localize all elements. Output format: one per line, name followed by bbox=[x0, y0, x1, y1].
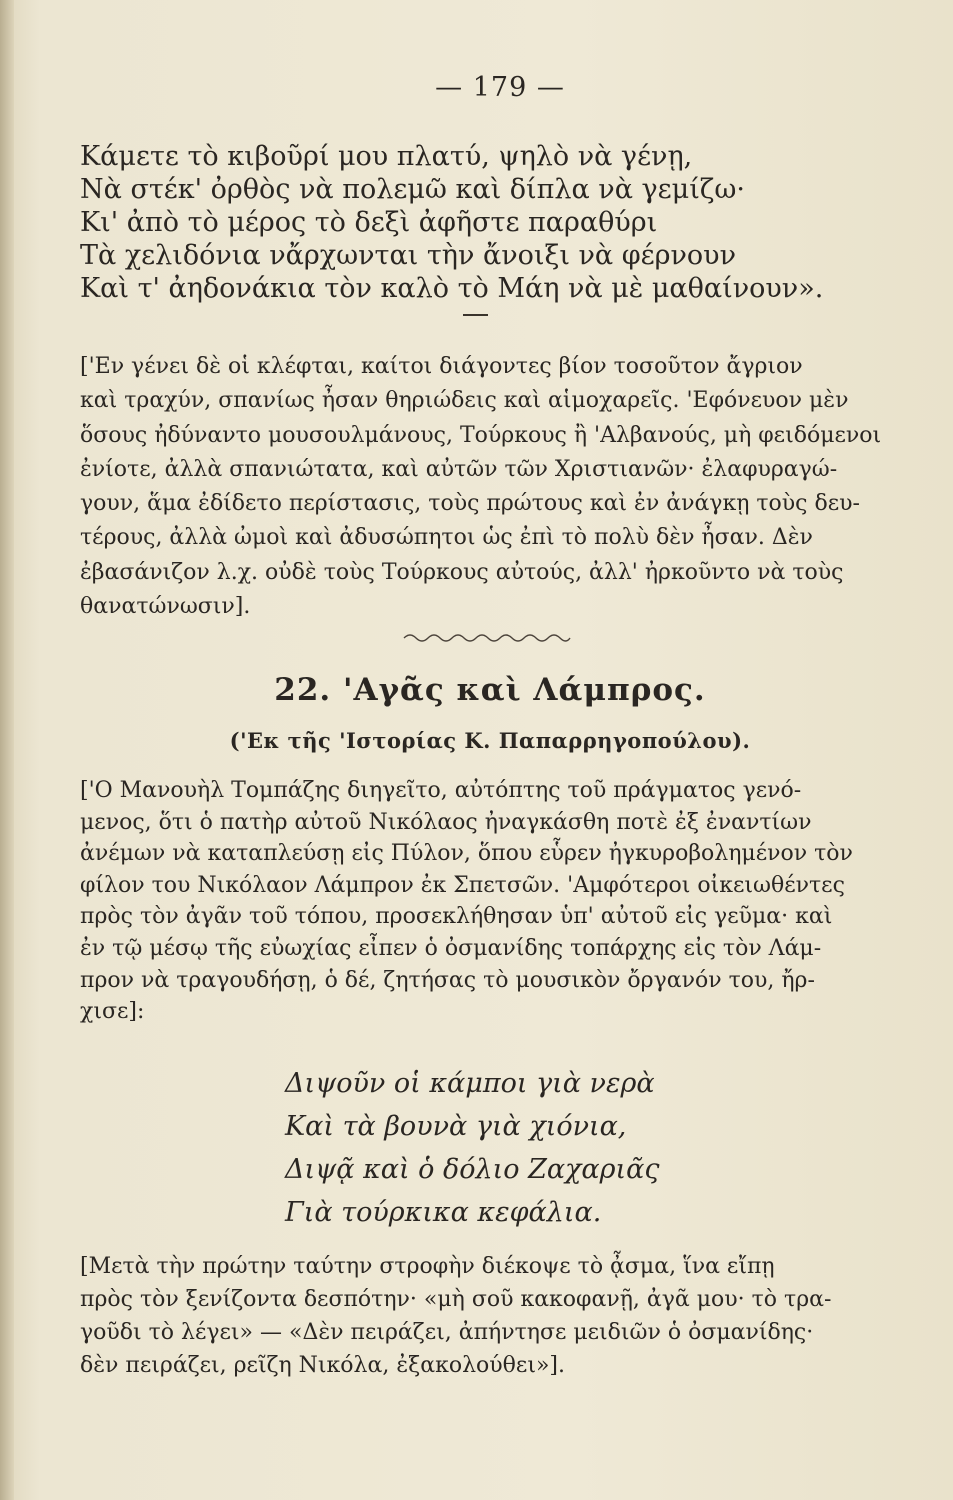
closing-line: [Μετὰ τὴν πρώτην ταύτην στροφὴν διέκοψε τὸ ᾆσμα, ἵνα εἴπῃ bbox=[80, 1254, 775, 1279]
verse-line: Κάμετε τὸ κιβοῦρί μου πλατύ, ψηλὸ νὰ γένῃ, bbox=[80, 141, 693, 172]
note-line: καὶ τραχύν, σπανίως ἦσαν θηριώδεις καὶ αἱμοχαρεῖς. 'Εφόνευον μὲν bbox=[80, 388, 849, 414]
verse-line: Νὰ στέκ' ὀρθὸς νὰ πολεμῶ καὶ δίπλα νὰ γεμίζω· bbox=[80, 174, 746, 205]
note-line: ἐβασάνιζον λ.χ. οὐδὲ τοὺς Τούρκους αὐτούς, ἀλλ' ἠρκοῦντο νὰ τοὺς bbox=[80, 559, 844, 585]
wavy-ornament bbox=[402, 632, 572, 644]
story-paragraph bbox=[80, 775, 900, 1028]
note-line: θανατώνωσιν]. bbox=[80, 594, 251, 620]
verse-line: Καὶ τ' ἀηδονάκια τὸν καλὸ τὸ Μάη νὰ μὲ μαθαίνουν». bbox=[80, 273, 824, 304]
song-line: Καὶ τὰ βουνὰ γιὰ χιόνια, bbox=[285, 1111, 627, 1142]
note-line: ['Εν γένει δὲ οἱ κλέφται, καίτοι διάγοντες βίον τοσοῦτον ἄγριον bbox=[80, 354, 803, 379]
story-line: προν νὰ τραγουδήσῃ, ὁ δέ, ζητήσας τὸ μουσικὸν ὄργανόν του, ἤρ- bbox=[80, 967, 815, 993]
story-line: φίλον του Νικόλαον Λάμπρον ἐκ Σπετσῶν. 'Αμφότεροι οἰκειωθέντες bbox=[80, 872, 845, 898]
note-line: ὅσους ἠδύναντο μουσουλμάνους, Τούρκους ἢ 'Αλβανούς, μὴ φειδόμενοι bbox=[80, 422, 882, 448]
song-line: Διψοῦν οἱ κάμποι γιὰ νερὰ bbox=[285, 1068, 655, 1099]
song-stanza bbox=[285, 1062, 659, 1234]
story-line: μενος, ὅτι ὁ πατὴρ αὐτοῦ Νικόλαος ἠναγκάσθη ποτὲ ἐξ ἐναντίων bbox=[80, 809, 812, 835]
story-line: ἀνέμων νὰ καταπλεύσῃ εἰς Πύλον, ὅπου εὗρεν ἠγκυροβολημένον τὸν bbox=[80, 841, 853, 867]
story-line: ἐν τῷ μέσῳ τῆς εὐωχίας εἶπεν ὁ ὀσμανίδης τοπάρχης εἰς τὸν Λάμ- bbox=[80, 935, 822, 961]
verse-block bbox=[80, 140, 823, 305]
song-line: Γιὰ τούρκικα κεφάλια. bbox=[285, 1197, 602, 1228]
story-line: πρὸς τὸν ἀγᾶν τοῦ τόπου, προσεκλήθησαν ὑπ' αὐτοῦ εἰς γεῦμα· καὶ bbox=[80, 904, 833, 930]
closing-line: δὲν πειράζει, ρεῖζη Νικόλα, ἐξακολούθει»]. bbox=[80, 1353, 565, 1378]
note-line: τέρους, ἀλλὰ ὠμοὶ καὶ ἀδυσώπητοι ὡς ἐπὶ τὸ πολὺ δὲν ἦσαν. Δὲν bbox=[80, 525, 813, 551]
verse-line: Τὰ χελιδόνια νἄρχωνται τὴν ἄνοιξι νὰ φέρνουν bbox=[80, 240, 736, 271]
note-line: ἐνίοτε, ἀλλὰ σπανιώτατα, καὶ αὐτῶν τῶν Χριστιανῶν· ἐλαφυραγώ- bbox=[80, 456, 838, 482]
verse-line: Κι' ἀπὸ τὸ μέρος τὸ δεξὶ ἀφῆστε παραθύρι bbox=[80, 207, 658, 238]
section-source: ('Εκ τῆς 'Ιστορίας Κ. Παπαρρηγοπούλου). bbox=[229, 728, 751, 753]
closing-line: γοῦδι τὸ λέγει» — «Δὲν πειράζει, ἀπήντησε μειδιῶν ὁ ὀσμανίδης· bbox=[80, 1320, 814, 1345]
historical-note bbox=[80, 350, 900, 624]
page-number: — 179 — bbox=[435, 72, 565, 103]
note-line: γουν, ἅμα ἐδίδετο περίστασις, τοὺς πρώτους καὶ ἐν ἀνάγκῃ τοὺς δευ- bbox=[80, 491, 860, 517]
closing-paragraph bbox=[80, 1250, 900, 1382]
story-line: ['Ο Μανουὴλ Τομπάζης διηγεῖτο, αὐτόπτης τοῦ πράγματος γενό- bbox=[80, 778, 802, 803]
section-title: 22. 'Αγᾶς καὶ Λάμπρος. bbox=[274, 672, 706, 708]
closing-line: πρὸς τὸν ξενίζοντα δεσπότην· «μὴ σοῦ κακοφανῇ, ἀγᾶ μου· τὸ τρα- bbox=[80, 1287, 832, 1312]
page-gutter bbox=[0, 0, 14, 1500]
song-line: Διψᾷ καὶ ὁ δόλιο Ζαχαριᾶς bbox=[285, 1154, 660, 1185]
story-line: χισε]: bbox=[80, 999, 145, 1025]
separator-dash bbox=[463, 314, 488, 316]
